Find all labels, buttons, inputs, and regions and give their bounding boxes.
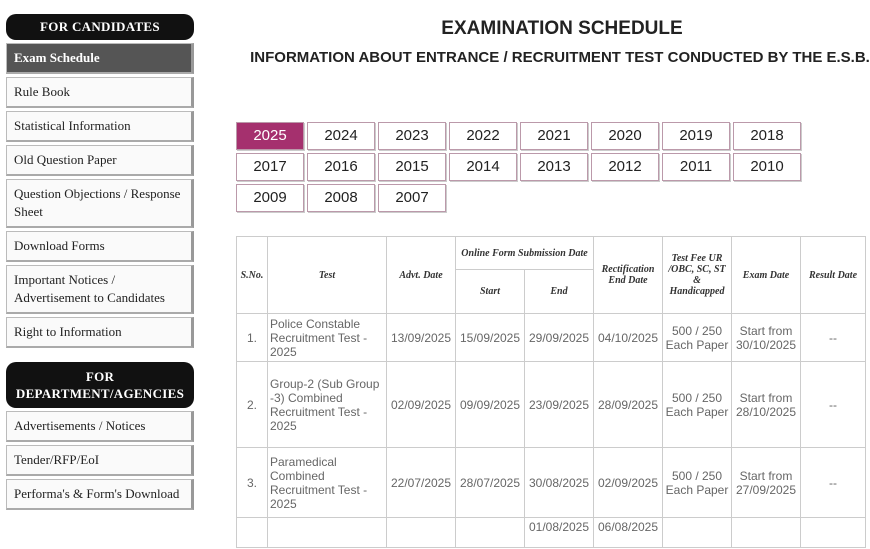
sidebar-heading-department-line2: DEPARTMENT/AGENCIES (15, 386, 185, 401)
cell-fee (663, 518, 732, 548)
cell-rect: 04/10/2025 (594, 314, 663, 362)
cell-test: Group-2 (Sub Group -3) Combined Recruitment Test - 2025 (268, 362, 387, 448)
sidebar-item-old-question-paper[interactable]: Old Question Paper (6, 145, 194, 176)
header-rectification: Rectification End Date (594, 237, 663, 314)
sidebar-item-question-objections[interactable]: Question Objections / Response Sheet (6, 179, 194, 228)
cell-advt: 13/09/2025 (387, 314, 456, 362)
cell-start: 28/07/2025 (456, 448, 525, 518)
header-exam-date: Exam Date (732, 237, 801, 314)
cell-result: -- (801, 362, 866, 448)
table-row (237, 448, 866, 518)
cell-end: 23/09/2025 (525, 362, 594, 448)
year-tab-2021[interactable]: 2021 (520, 122, 588, 150)
sidebar-item-performas-download[interactable]: Performa's & Form's Download (6, 479, 194, 510)
sidebar-heading-candidates: FOR CANDIDATES (6, 14, 194, 40)
cell-start (456, 518, 525, 548)
cell-fee: 500 / 250 Each Paper (663, 314, 732, 362)
year-tab-2012[interactable]: 2012 (591, 153, 659, 181)
cell-exam (732, 518, 801, 548)
main-content (236, 18, 870, 534)
header-test-fee: Test Fee UR /OBC, SC, ST & Handicapped (663, 237, 732, 314)
year-tab-2023[interactable]: 2023 (378, 122, 446, 150)
year-tab-2022[interactable]: 2022 (449, 122, 517, 150)
sidebar-item-download-forms[interactable]: Download Forms (6, 231, 194, 262)
cell-end: 29/09/2025 (525, 314, 594, 362)
sidebar (6, 14, 194, 510)
year-tab-2016[interactable]: 2016 (307, 153, 375, 181)
cell-end: 01/08/2025 (525, 518, 594, 548)
sidebar-item-advertisements[interactable]: Advertisements / Notices (6, 411, 194, 442)
cell-exam: Start from 28/10/2025 (732, 362, 801, 448)
year-tab-2025[interactable]: 2025 (236, 122, 304, 150)
cell-test: Paramedical Combined Recruitment Test - 2025 (268, 448, 387, 518)
year-tab-2007[interactable]: 2007 (378, 184, 446, 212)
year-tab-2015[interactable]: 2015 (378, 153, 446, 181)
cell-rect: 28/09/2025 (594, 362, 663, 448)
cell-exam: Start from 30/10/2025 (732, 314, 801, 362)
year-tab-2017[interactable]: 2017 (236, 153, 304, 181)
cell-advt: 22/07/2025 (387, 448, 456, 518)
sidebar-item-exam-schedule[interactable]: Exam Schedule (6, 43, 194, 74)
year-tab-2011[interactable]: 2011 (662, 153, 730, 181)
page-title: EXAMINATION SCHEDULE (441, 18, 683, 39)
sidebar-item-rule-book[interactable]: Rule Book (6, 77, 194, 108)
cell-start: 09/09/2025 (456, 362, 525, 448)
header-end: End (525, 270, 594, 314)
sidebar-item-statistical-information[interactable]: Statistical Information (6, 111, 194, 142)
year-tab-2009[interactable]: 2009 (236, 184, 304, 212)
cell-advt (387, 518, 456, 548)
table-row (237, 362, 866, 448)
cell-sno: 2. (237, 362, 268, 448)
cell-sno (237, 518, 268, 548)
cell-start: 15/09/2025 (456, 314, 525, 362)
cell-end: 30/08/2025 (525, 448, 594, 518)
cell-fee: 500 / 250 Each Paper (663, 362, 732, 448)
year-tab-2013[interactable]: 2013 (520, 153, 588, 181)
table-row (237, 314, 866, 362)
cell-test: Police Constable Recruitment Test - 2025 (268, 314, 387, 362)
header-sno: S.No. (237, 237, 268, 314)
cell-fee: 500 / 250 Each Paper (663, 448, 732, 518)
sidebar-item-right-to-information[interactable]: Right to Information (6, 317, 194, 348)
year-tab-2010[interactable]: 2010 (733, 153, 801, 181)
year-tab-2020[interactable]: 2020 (591, 122, 659, 150)
cell-sno: 3. (237, 448, 268, 518)
header-advt-date: Advt. Date (387, 237, 456, 314)
exam-schedule-table (236, 236, 866, 548)
cell-advt: 02/09/2025 (387, 362, 456, 448)
sidebar-heading-department-line1: FOR (85, 369, 115, 384)
year-tab-2008[interactable]: 2008 (307, 184, 375, 212)
cell-test (268, 518, 387, 548)
cell-sno: 1. (237, 314, 268, 362)
page-subtitle: INFORMATION ABOUT ENTRANCE / RECRUITMENT TEST CONDUCTED BY THE E.S.B. (250, 49, 870, 66)
cell-rect: 06/08/2025 (594, 518, 663, 548)
header-test: Test (268, 237, 387, 314)
cell-exam: Start from 27/09/2025 (732, 448, 801, 518)
sidebar-heading-department (6, 362, 194, 408)
cell-rect: 02/09/2025 (594, 448, 663, 518)
header-start: Start (456, 270, 525, 314)
sidebar-item-tender[interactable]: Tender/RFP/EoI (6, 445, 194, 476)
header-result-date: Result Date (801, 237, 866, 314)
sidebar-item-important-notices[interactable]: Important Notices / Advertisement to Candidates (6, 265, 194, 314)
year-tab-2024[interactable]: 2024 (307, 122, 375, 150)
cell-result (801, 518, 866, 548)
year-tab-2019[interactable]: 2019 (662, 122, 730, 150)
year-tab-2018[interactable]: 2018 (733, 122, 801, 150)
table-row (237, 518, 866, 548)
cell-result: -- (801, 314, 866, 362)
cell-result: -- (801, 448, 866, 518)
header-online-form: Online Form Submission Date (456, 237, 594, 270)
year-tab-2014[interactable]: 2014 (449, 153, 517, 181)
